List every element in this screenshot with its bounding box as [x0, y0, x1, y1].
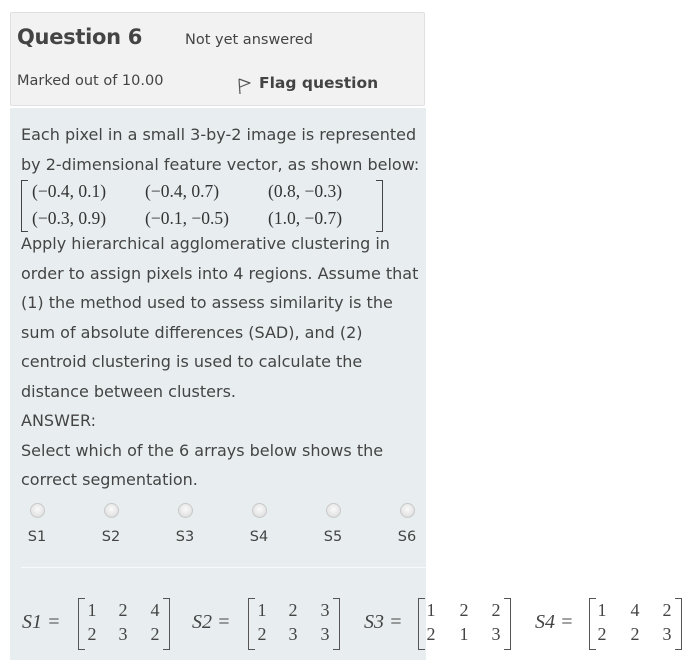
matrix-value: 1: [426, 600, 436, 620]
answer-label: ANSWER:: [21, 411, 97, 430]
matrix-left-bracket: [21, 180, 28, 232]
matrix-name: S1 =: [22, 611, 61, 633]
radio-button[interactable]: [326, 503, 341, 518]
matrix-value: 2: [630, 624, 640, 644]
flag-icon: [237, 77, 251, 95]
right-bracket: [333, 598, 340, 650]
left-bracket: [248, 598, 255, 650]
matrix-value: 3: [288, 624, 298, 644]
matrix-cell: (−0.4, 0.7): [145, 181, 220, 201]
matrix-value: 2: [118, 600, 128, 620]
matrix-value: 2: [662, 600, 672, 620]
matrix-cell: (1.0, −0.7): [268, 208, 343, 228]
feature-matrix: [21, 177, 421, 235]
matrix-value: 2: [426, 624, 436, 644]
question-body: Apply hierarchical agglomerative clustering in order to assign pixels into 4 regions. Assume that (1) the method used to assess similarity is the sum of absolute differences (SAD), and (2) centroid clustering is used to calculate the distance between clusters.: [21, 234, 419, 401]
matrix-value: 3: [118, 624, 128, 644]
matrix-value: 3: [662, 624, 672, 644]
matrix-value: 1: [257, 600, 267, 620]
option-s3[interactable]: [165, 498, 205, 545]
matrix-value: 3: [320, 624, 330, 644]
flag-question-label: Flag question: [259, 74, 379, 92]
option-label: S6: [397, 529, 417, 545]
matrix-value: 4: [150, 600, 160, 620]
radio-button[interactable]: [30, 503, 45, 518]
radio-button[interactable]: [178, 503, 193, 518]
option-label: S1: [27, 529, 47, 545]
flag-question-button[interactable]: [237, 71, 378, 95]
matrix-value: 2: [87, 624, 97, 644]
question-content: [10, 108, 426, 660]
answer-instruction: Select which of the 6 arrays below shows the correct segmentation.: [21, 440, 384, 489]
matrix-value: 2: [597, 624, 607, 644]
option-s4[interactable]: [239, 498, 279, 545]
matrix-cell: (−0.4, 0.1): [32, 181, 107, 201]
right-bracket: [675, 598, 682, 650]
question-number: Question 6: [17, 25, 143, 49]
matrix-value: 3: [491, 624, 501, 644]
matrix-value: 2: [150, 624, 160, 644]
matrix-value: 1: [87, 600, 97, 620]
option-label: S4: [249, 529, 269, 545]
radio-button[interactable]: [252, 503, 267, 518]
question-text: [21, 120, 421, 495]
matrix-value: 2: [459, 600, 469, 620]
option-s5[interactable]: [313, 498, 353, 545]
matrix-cell: (−0.1, −0.5): [145, 208, 229, 228]
matrix-value: 4: [630, 600, 640, 620]
right-bracket: [163, 598, 170, 650]
radio-button[interactable]: [104, 503, 119, 518]
matrix-cell: (0.8, −0.3): [268, 181, 343, 201]
matrix-value: 2: [491, 600, 501, 620]
option-label: S5: [323, 529, 343, 545]
question-intro: Each pixel in a small 3-by-2 image is represented by 2-dimensional feature vector, as shown below:: [21, 125, 420, 174]
matrix-value: 3: [320, 600, 330, 620]
option-label: S2: [101, 529, 121, 545]
matrix-name: S4 =: [535, 611, 574, 633]
matrix-name: S3 =: [364, 611, 403, 633]
question-info-panel: [10, 12, 425, 106]
divider: [21, 567, 426, 568]
right-bracket: [504, 598, 511, 650]
matrix-cell: (−0.3, 0.9): [32, 208, 107, 228]
radio-button[interactable]: [400, 503, 415, 518]
option-s1[interactable]: [17, 498, 57, 545]
matrix-value: 2: [288, 600, 298, 620]
question-state: Not yet answered: [185, 32, 313, 48]
left-bracket: [78, 598, 85, 650]
matrix-value: 2: [257, 624, 267, 644]
matrix-name: S2 =: [192, 611, 231, 633]
matrix-value: 1: [597, 600, 607, 620]
matrix-right-bracket: [376, 180, 383, 232]
question-grade: Marked out of 10.00: [17, 73, 164, 89]
option-s2[interactable]: [91, 498, 131, 545]
matrix-value: 1: [459, 624, 469, 644]
segmentation-matrices: [0, 596, 700, 656]
option-s6[interactable]: [387, 498, 427, 545]
option-label: S3: [175, 529, 195, 545]
answer-options: [10, 498, 426, 558]
